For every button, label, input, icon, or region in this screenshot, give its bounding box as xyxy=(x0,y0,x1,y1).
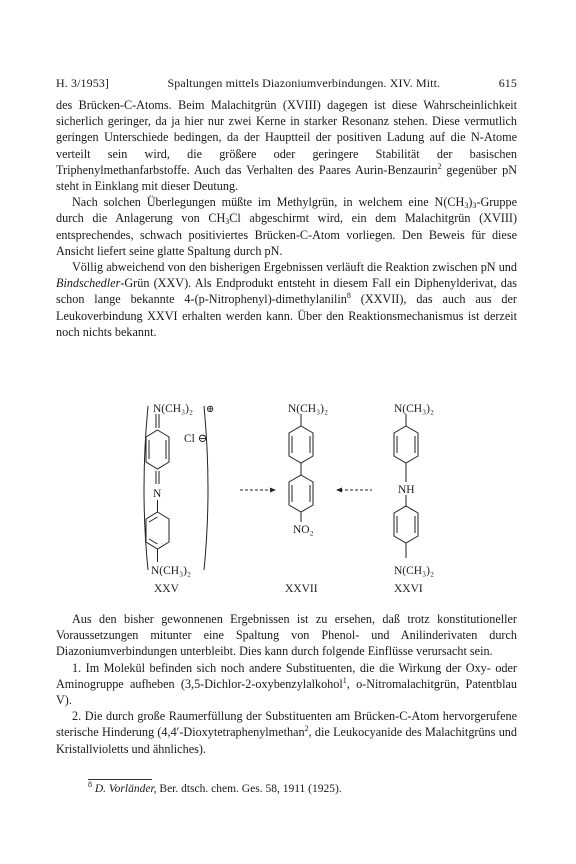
text: gegenüber pN steht in Einklang mit dieser Deutung. xyxy=(56,162,517,194)
amine-group: N(CH₃)₂ xyxy=(394,403,434,415)
text: Aus den bisher gewonnenen Ergebnissen ist zu ersehen, daß trotz konstitutioneller Voraussetzungen mitunter eine Spaltung von Phenol- und Anilinderivaten durch Diazoniumverbindungen unterbleibt. Dies kann durch folgende Einflüsse verursacht sein. xyxy=(56,612,517,659)
footnote-reference: Ber. dtsch. chem. Ges. 58, 1911 (1925). xyxy=(156,783,342,795)
compound-label: XXVI xyxy=(394,583,423,595)
text: 2. Die durch große Raumerfüllung der Substituenten am Brücken-C-Atom hervorgerufene sterische Hinderung (4,4′-Dioxytetraphenylmethan xyxy=(56,709,517,740)
right-bracket xyxy=(204,406,208,570)
body-text-lower xyxy=(56,611,517,757)
subscript: 3 xyxy=(472,201,477,211)
text: (XXVII), das auch aus der Leukoverbindung XXVI erhalten werden kann. Über den Reaktionsmechanismus ist derzeit noch nichts bekannt. xyxy=(56,292,517,339)
text: des Brücken-C-Atoms. Beim Malachitgrün (XVIII) dagegen ist diese Wahrscheinlichkeit sicherlich geringer, da ja hier nur zwei Kerne in starker Resonanz stehen. Diese vermutlich geringen Unterschiede bedingen, da der Hauptteil der positiven Ladung auf die N-Atome verteilt sein wird, die größere oder geringere Stabilität der basischen Triphenylmethanfarbstoffe. Auch das Verhalten des Paares Aurin-Benzaurin xyxy=(56,98,517,177)
text: ) xyxy=(468,195,473,210)
paragraph-3 xyxy=(56,259,517,340)
benzene-ring xyxy=(146,500,169,562)
footnote-rule xyxy=(88,779,152,780)
text: -Gruppe durch die Anlagerung von CH xyxy=(56,195,517,226)
left-bracket xyxy=(144,406,148,570)
footnote-ref: 8 xyxy=(346,291,351,301)
text: Nach solchen Überlegungen müßte im Methylgrün, in welchem eine N(CH xyxy=(72,195,465,210)
footnote-ref: 1 xyxy=(342,675,347,685)
body-text-upper xyxy=(56,97,517,340)
chloride-anion: Cl ⊖ xyxy=(184,433,208,445)
subscript: 3 xyxy=(225,217,230,227)
structure-figure xyxy=(0,400,576,600)
nh-group: NH xyxy=(398,484,415,496)
nitro-group: NO₂ xyxy=(293,524,314,536)
quinoid-ring xyxy=(146,414,169,484)
compound-label: XXV xyxy=(154,583,179,595)
emphasis: Bindschedler xyxy=(56,276,121,291)
paragraph-4 xyxy=(56,611,517,660)
positive-charge: ⊕ xyxy=(206,404,215,415)
text: Cl abgeschirmt wird, ein dem Malachitgrün (XVIII) entsprechendes, schwach positiviertes Brücken-C-Atom vorliegen. Den Beweis für diese Ansicht liefert seine glatte Spaltung durch pN. xyxy=(56,211,518,258)
amine-group: N(CH₃)₂ xyxy=(394,565,434,577)
reaction-scheme xyxy=(0,400,576,600)
paragraph-1 xyxy=(56,97,517,194)
running-header xyxy=(56,76,517,91)
text: Völlig abweichend von den bisherigen Ergebnissen verläuft die Reaktion zwischen pN und xyxy=(72,260,517,275)
journal-issue: H. 3/1953] xyxy=(56,76,109,90)
text: , o-Nitromalachitgrün, Patentblau V). xyxy=(56,676,518,708)
page-number: 615 xyxy=(498,76,517,90)
footnote xyxy=(88,780,518,795)
footnote-ref: 2 xyxy=(304,724,309,734)
paragraph-5 xyxy=(56,660,517,709)
footnote-ref: 2 xyxy=(437,161,442,171)
amine-group: N(CH₃)₂ xyxy=(153,403,193,415)
arrow-head xyxy=(270,488,276,493)
paragraph-6 xyxy=(56,708,517,757)
text: , die Leukocyanide des Malachitgrüns und Kristallvioletts und ähnliches). xyxy=(56,725,517,756)
amine-group: N(CH₃)₂ xyxy=(288,403,328,415)
arrow-head xyxy=(336,488,342,493)
text: 1. Im Molekül befinden sich noch andere Substituenten, die die Wirkung der Oxy- oder Aminogruppe aufheben (3,5-Dichlor-2-oxybenzylalkohol xyxy=(56,660,517,691)
running-title: Spaltungen mittels Diazoniumverbindungen. XIV. Mitt. xyxy=(167,76,441,90)
footnote-author: D. Vorländer, xyxy=(94,783,157,795)
paragraph-2 xyxy=(56,194,517,259)
imine-nitrogen: N xyxy=(153,488,162,500)
footnote-number: 8 xyxy=(88,780,92,789)
text: -Grün (XXV). Als Endprodukt entsteht in diesem Fall ein Diphenylderivat, das schon lange bekannte 4-(p-Nitrophenyl)-dimethylanilin xyxy=(56,276,517,307)
subscript: 3 xyxy=(464,201,469,211)
compound-label: XXVII xyxy=(285,583,318,595)
nitrophenyl-ring xyxy=(289,414,313,522)
amine-group: N(CH₃)₂ xyxy=(151,565,191,577)
